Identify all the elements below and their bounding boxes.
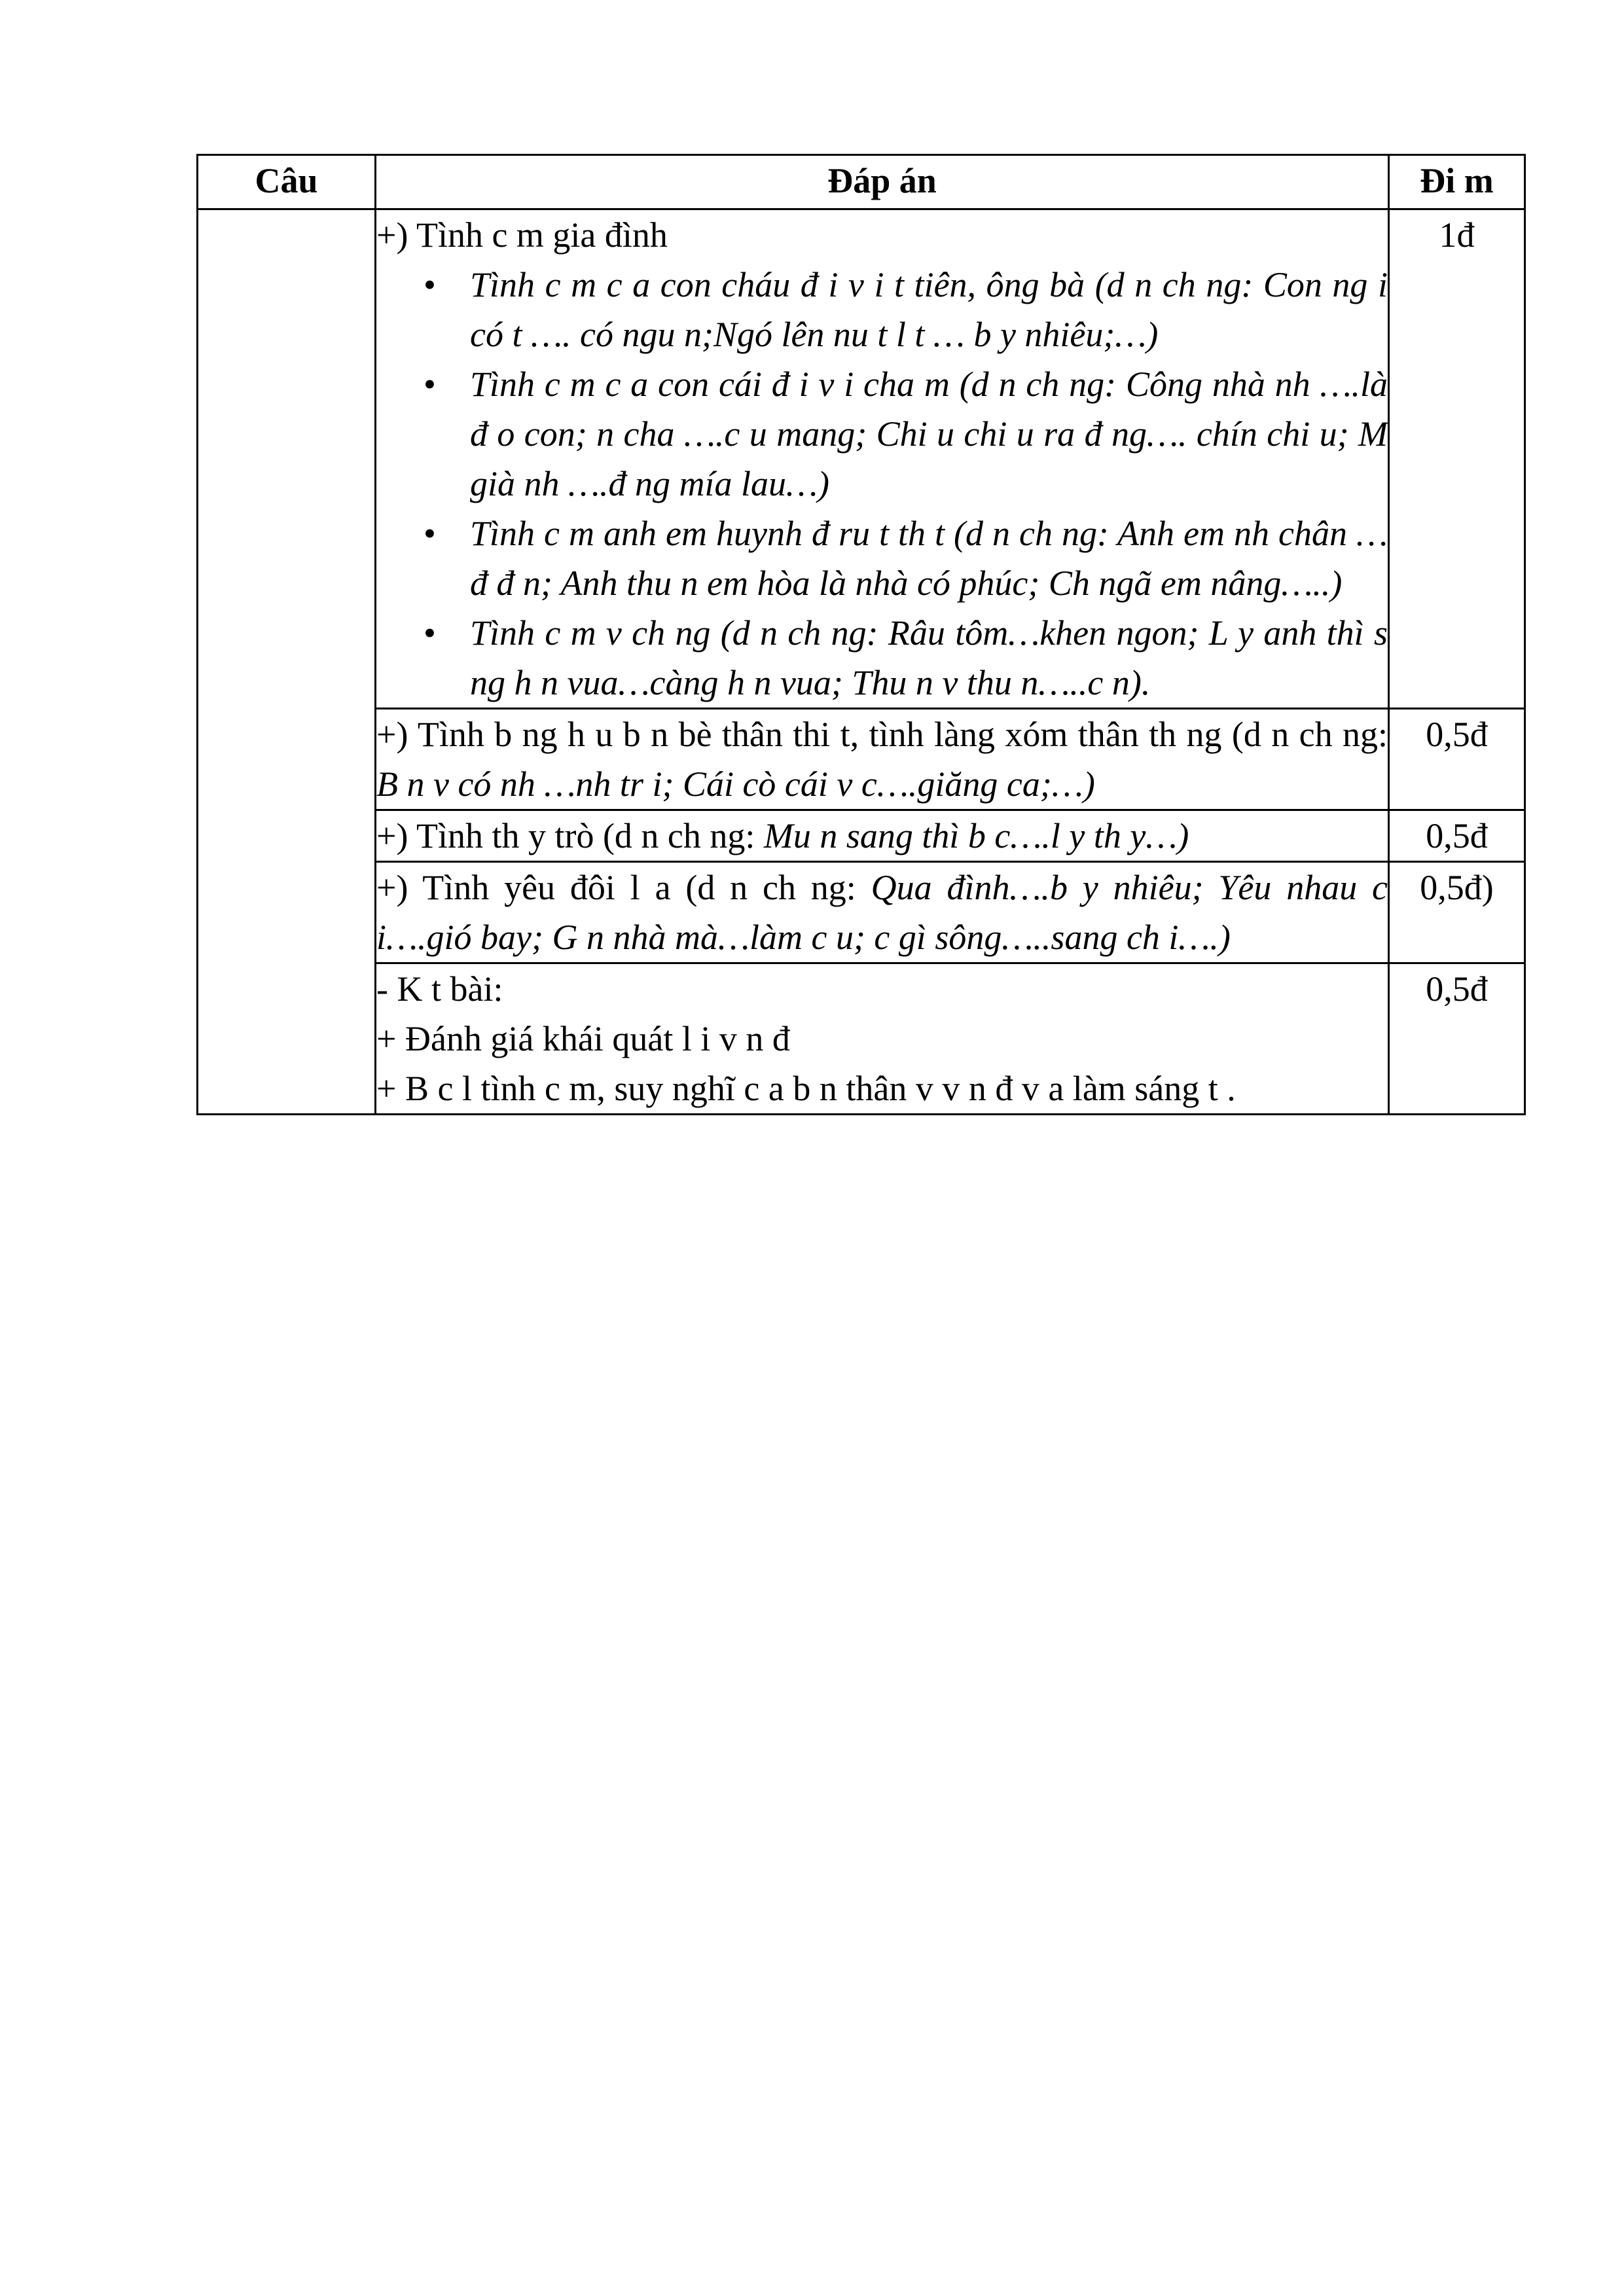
score-cell: 0,5đ <box>1389 709 1525 810</box>
conclusion-line: + B c l tình c m, suy nghĩ c a b n thân v v n đ v a làm sáng t . <box>376 1069 1236 1108</box>
answer-cell: +) Tình th y trò (d n ch ng: Mu n sang thì b c….l y th y…) <box>376 810 1389 862</box>
list-item: • Tình c m v ch ng (d n ch ng: Râu tôm…khen ngon; L y anh thì s ng h n vua…càng h n vua; Thu n v thu n…..c n). <box>376 608 1388 708</box>
list-item: • Tình c m c a con cái đ i v i cha m (d n ch ng: Công nhà nh ….là đ o con; n cha ….c u mang; Chi u chi u ra đ ng…. chín chi u; M già nh ….đ ng mía lau…) <box>376 359 1388 509</box>
bullet-icon: • <box>424 265 436 304</box>
list-item: • Tình c m c a con cháu đ i v i t tiên, ông bà (d n ch ng: Con ng i có t …. có ngu n;Ngó lên nu t l t … b y nhiêu;…) <box>376 260 1388 359</box>
score-cell: 0,5đ) <box>1389 862 1525 963</box>
answer-cell <box>376 963 1389 1115</box>
header-diem: Đi m <box>1389 155 1525 209</box>
answer-cell: +) Tình b ng h u b n bè thân thi t, tình làng xóm thân th ng (d n ch ng: B n v có nh …nh tr i; Cái cò cái v c….giăng ca;…) <box>376 709 1389 810</box>
table-row <box>198 862 1525 963</box>
score-cell: 0,5đ <box>1389 810 1525 862</box>
answer-list <box>376 260 1388 708</box>
table-row <box>198 810 1525 862</box>
bullet-icon: • <box>424 514 436 553</box>
header-cau: Câu <box>198 155 376 209</box>
table-row <box>198 709 1525 810</box>
score-cell: 1đ <box>1389 209 1525 709</box>
header-row <box>198 155 1525 209</box>
table-row <box>198 209 1525 709</box>
conclusion-line: + Đánh giá khái quát l i v n đ <box>376 1019 790 1058</box>
bullet-icon: • <box>424 613 436 653</box>
bullet-icon: • <box>424 365 436 404</box>
answer-cell: +) Tình yêu đôi l a (d n ch ng: Qua đình….b y nhiêu; Yêu nhau c i….gió bay; G n nhà mà…làm c u; c gì sông…..sang ch i….) <box>376 862 1389 963</box>
header-dap-an: Đáp án <box>376 155 1389 209</box>
cau-cell <box>198 209 376 1115</box>
score-cell: 0,5đ <box>1389 963 1525 1115</box>
answer-table <box>196 154 1526 1115</box>
answer-cell <box>376 209 1389 709</box>
table-row <box>198 963 1525 1115</box>
conclusion-line: - K t bài: <box>376 969 503 1009</box>
list-item: • Tình c m anh em huynh đ ru t th t (d n ch ng: Anh em nh chân …đ đ n; Anh thu n em hòa là nhà có phúc; Ch ngã em nâng…..) <box>376 509 1388 608</box>
answer-heading: +) Tình c m gia đình <box>376 215 668 255</box>
